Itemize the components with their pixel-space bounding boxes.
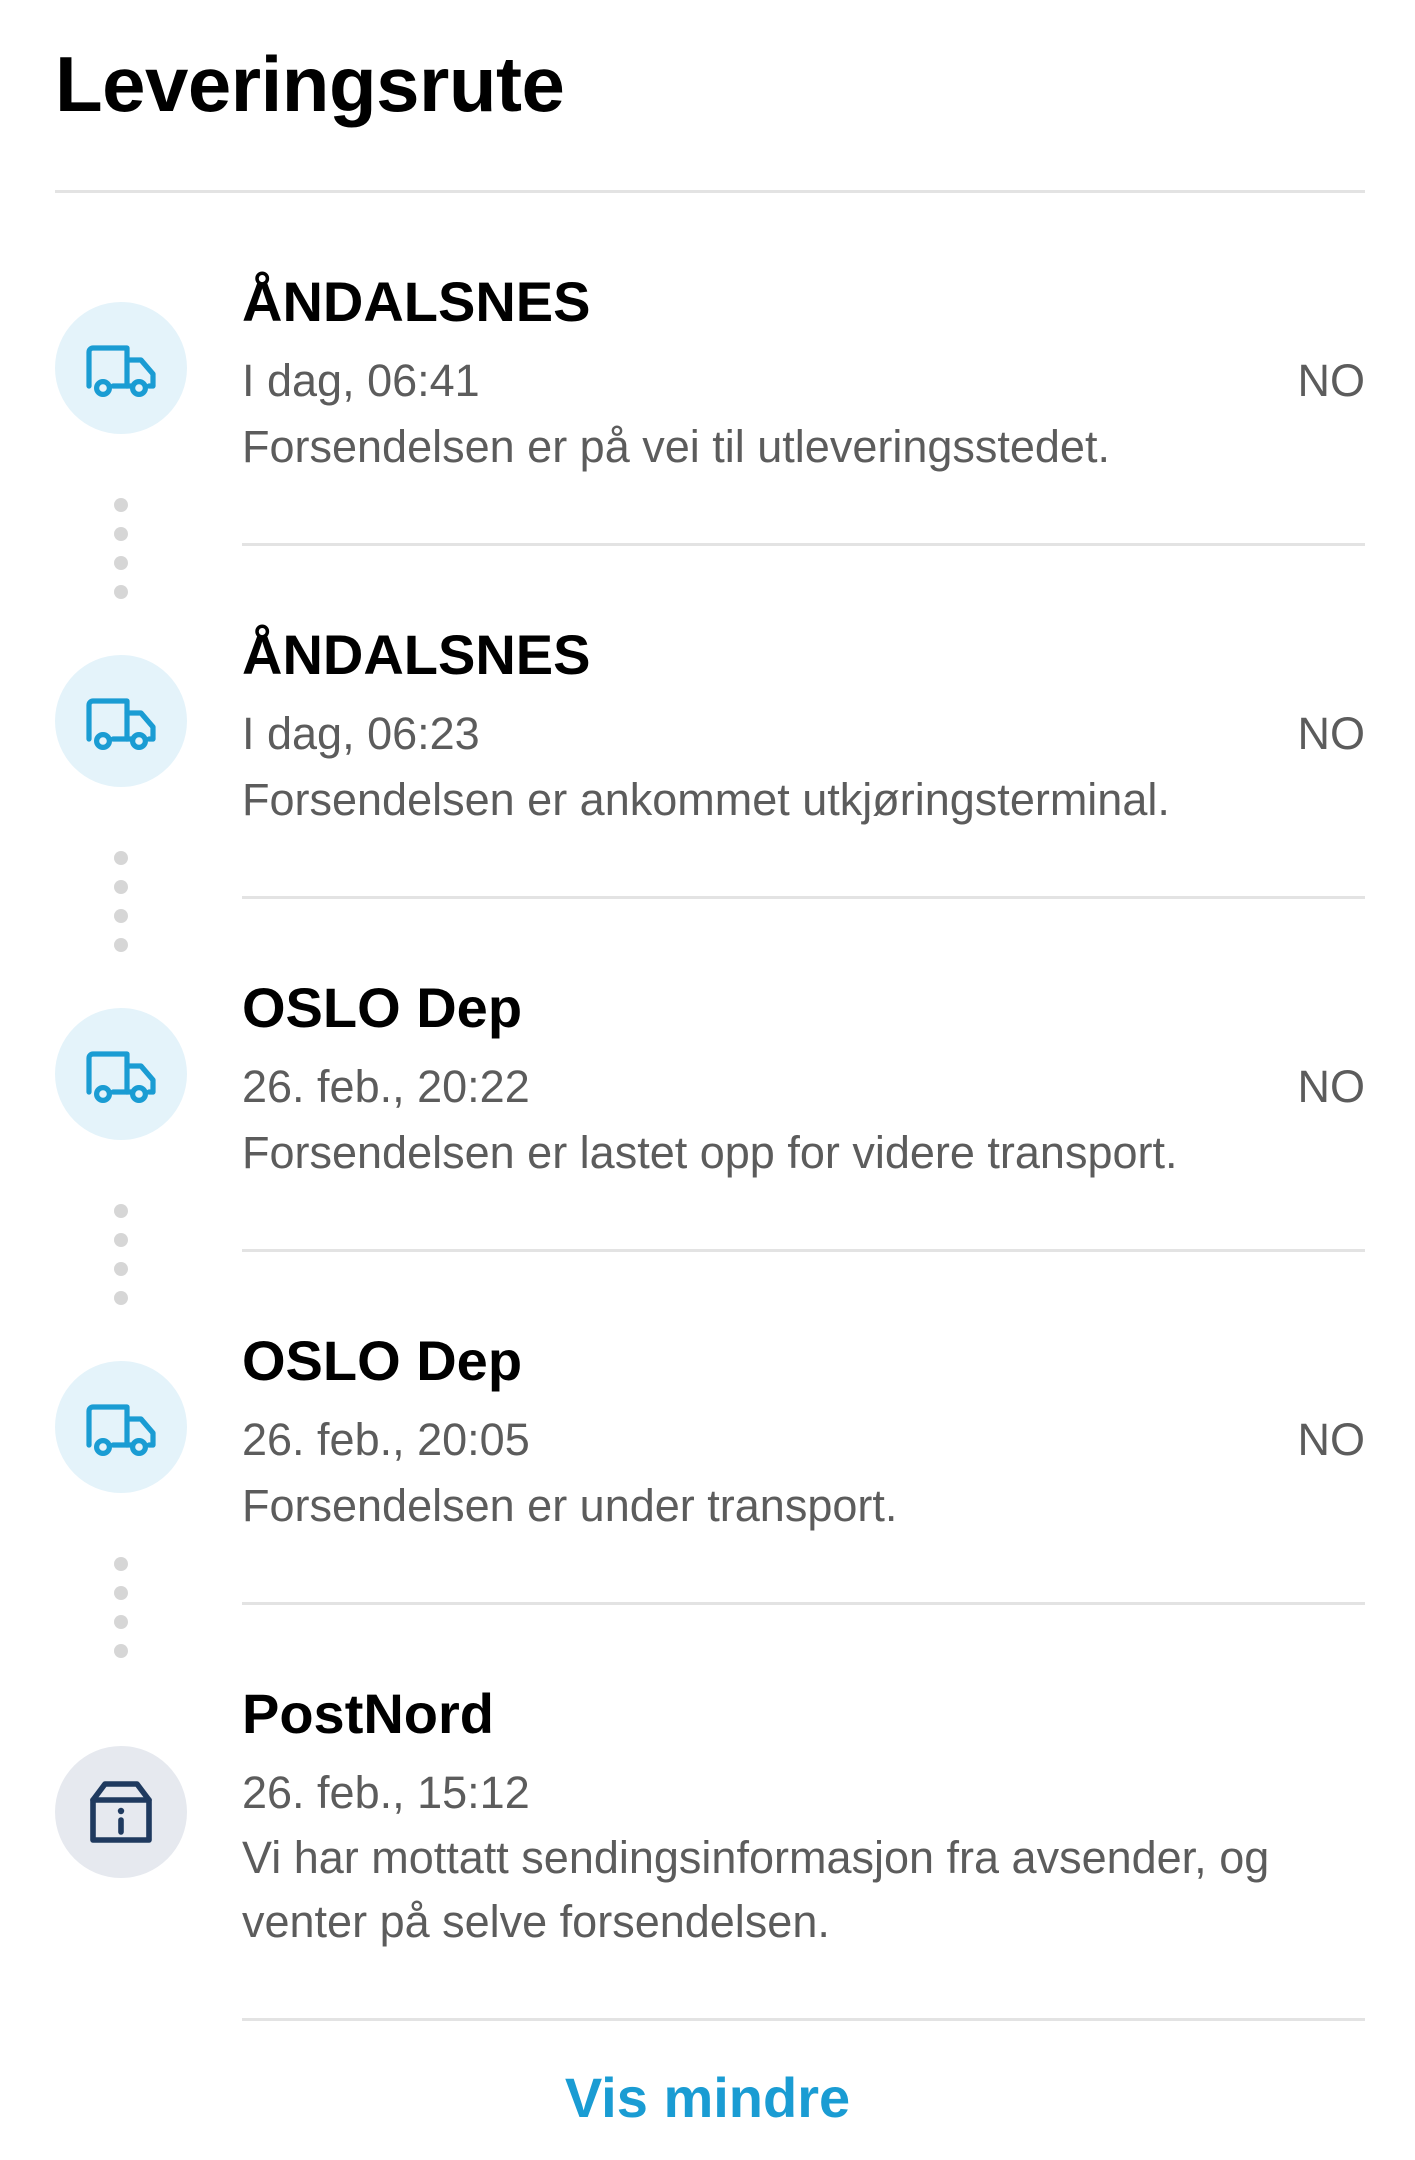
event-icon-circle [55, 302, 187, 434]
event-icon-circle [55, 655, 187, 787]
event-divider [242, 2018, 1365, 2021]
event-icon-circle [55, 1008, 187, 1140]
timeline-connector [114, 498, 128, 614]
package-info-icon [81, 1772, 161, 1852]
event-time: I dag, 06:41 [242, 355, 480, 406]
event-location: ÅNDALSNES [242, 623, 591, 686]
event-time: 26. feb., 20:22 [242, 1061, 530, 1112]
truck-icon [81, 328, 161, 408]
event-time: 26. feb., 20:05 [242, 1414, 530, 1465]
event-location: OSLO Dep [242, 1329, 523, 1392]
event-time: 26. feb., 15:12 [242, 1767, 530, 1818]
timeline-connector [114, 851, 128, 967]
event-location: PostNord [242, 1682, 494, 1745]
event-location: OSLO Dep [242, 976, 523, 1039]
event-country: NO [1297, 355, 1365, 406]
event-divider [242, 1602, 1365, 1605]
page-title: Leveringsrute [55, 40, 565, 128]
event-divider [242, 1249, 1365, 1252]
event-description: Forsendelsen er ankommet utkjøringsterminal. [242, 774, 1170, 825]
event-icon-circle [55, 1361, 187, 1493]
timeline-connector [114, 1204, 128, 1320]
event-description: Forsendelsen er under transport. [242, 1480, 898, 1531]
event-divider [242, 896, 1365, 899]
event-country: NO [1297, 1061, 1365, 1112]
event-country: NO [1297, 708, 1365, 759]
show-less-button[interactable]: Vis mindre [564, 2066, 851, 2129]
timeline-connector [114, 1557, 128, 1673]
truck-icon [81, 1387, 161, 1467]
event-time: I dag, 06:23 [242, 708, 480, 759]
event-country: NO [1297, 1414, 1365, 1465]
event-divider [242, 543, 1365, 546]
event-description: Forsendelsen er på vei til utleveringsstedet. [242, 421, 1110, 472]
event-description: Vi har mottatt sendingsinformasjon fra avsender, og venter på selve forsendelsen. [242, 1832, 1270, 1947]
event-description: Forsendelsen er lastet opp for videre transport. [242, 1127, 1178, 1178]
truck-icon [81, 1034, 161, 1114]
event-icon-circle [55, 1746, 187, 1878]
truck-icon [81, 681, 161, 761]
event-location: ÅNDALSNES [242, 270, 591, 333]
